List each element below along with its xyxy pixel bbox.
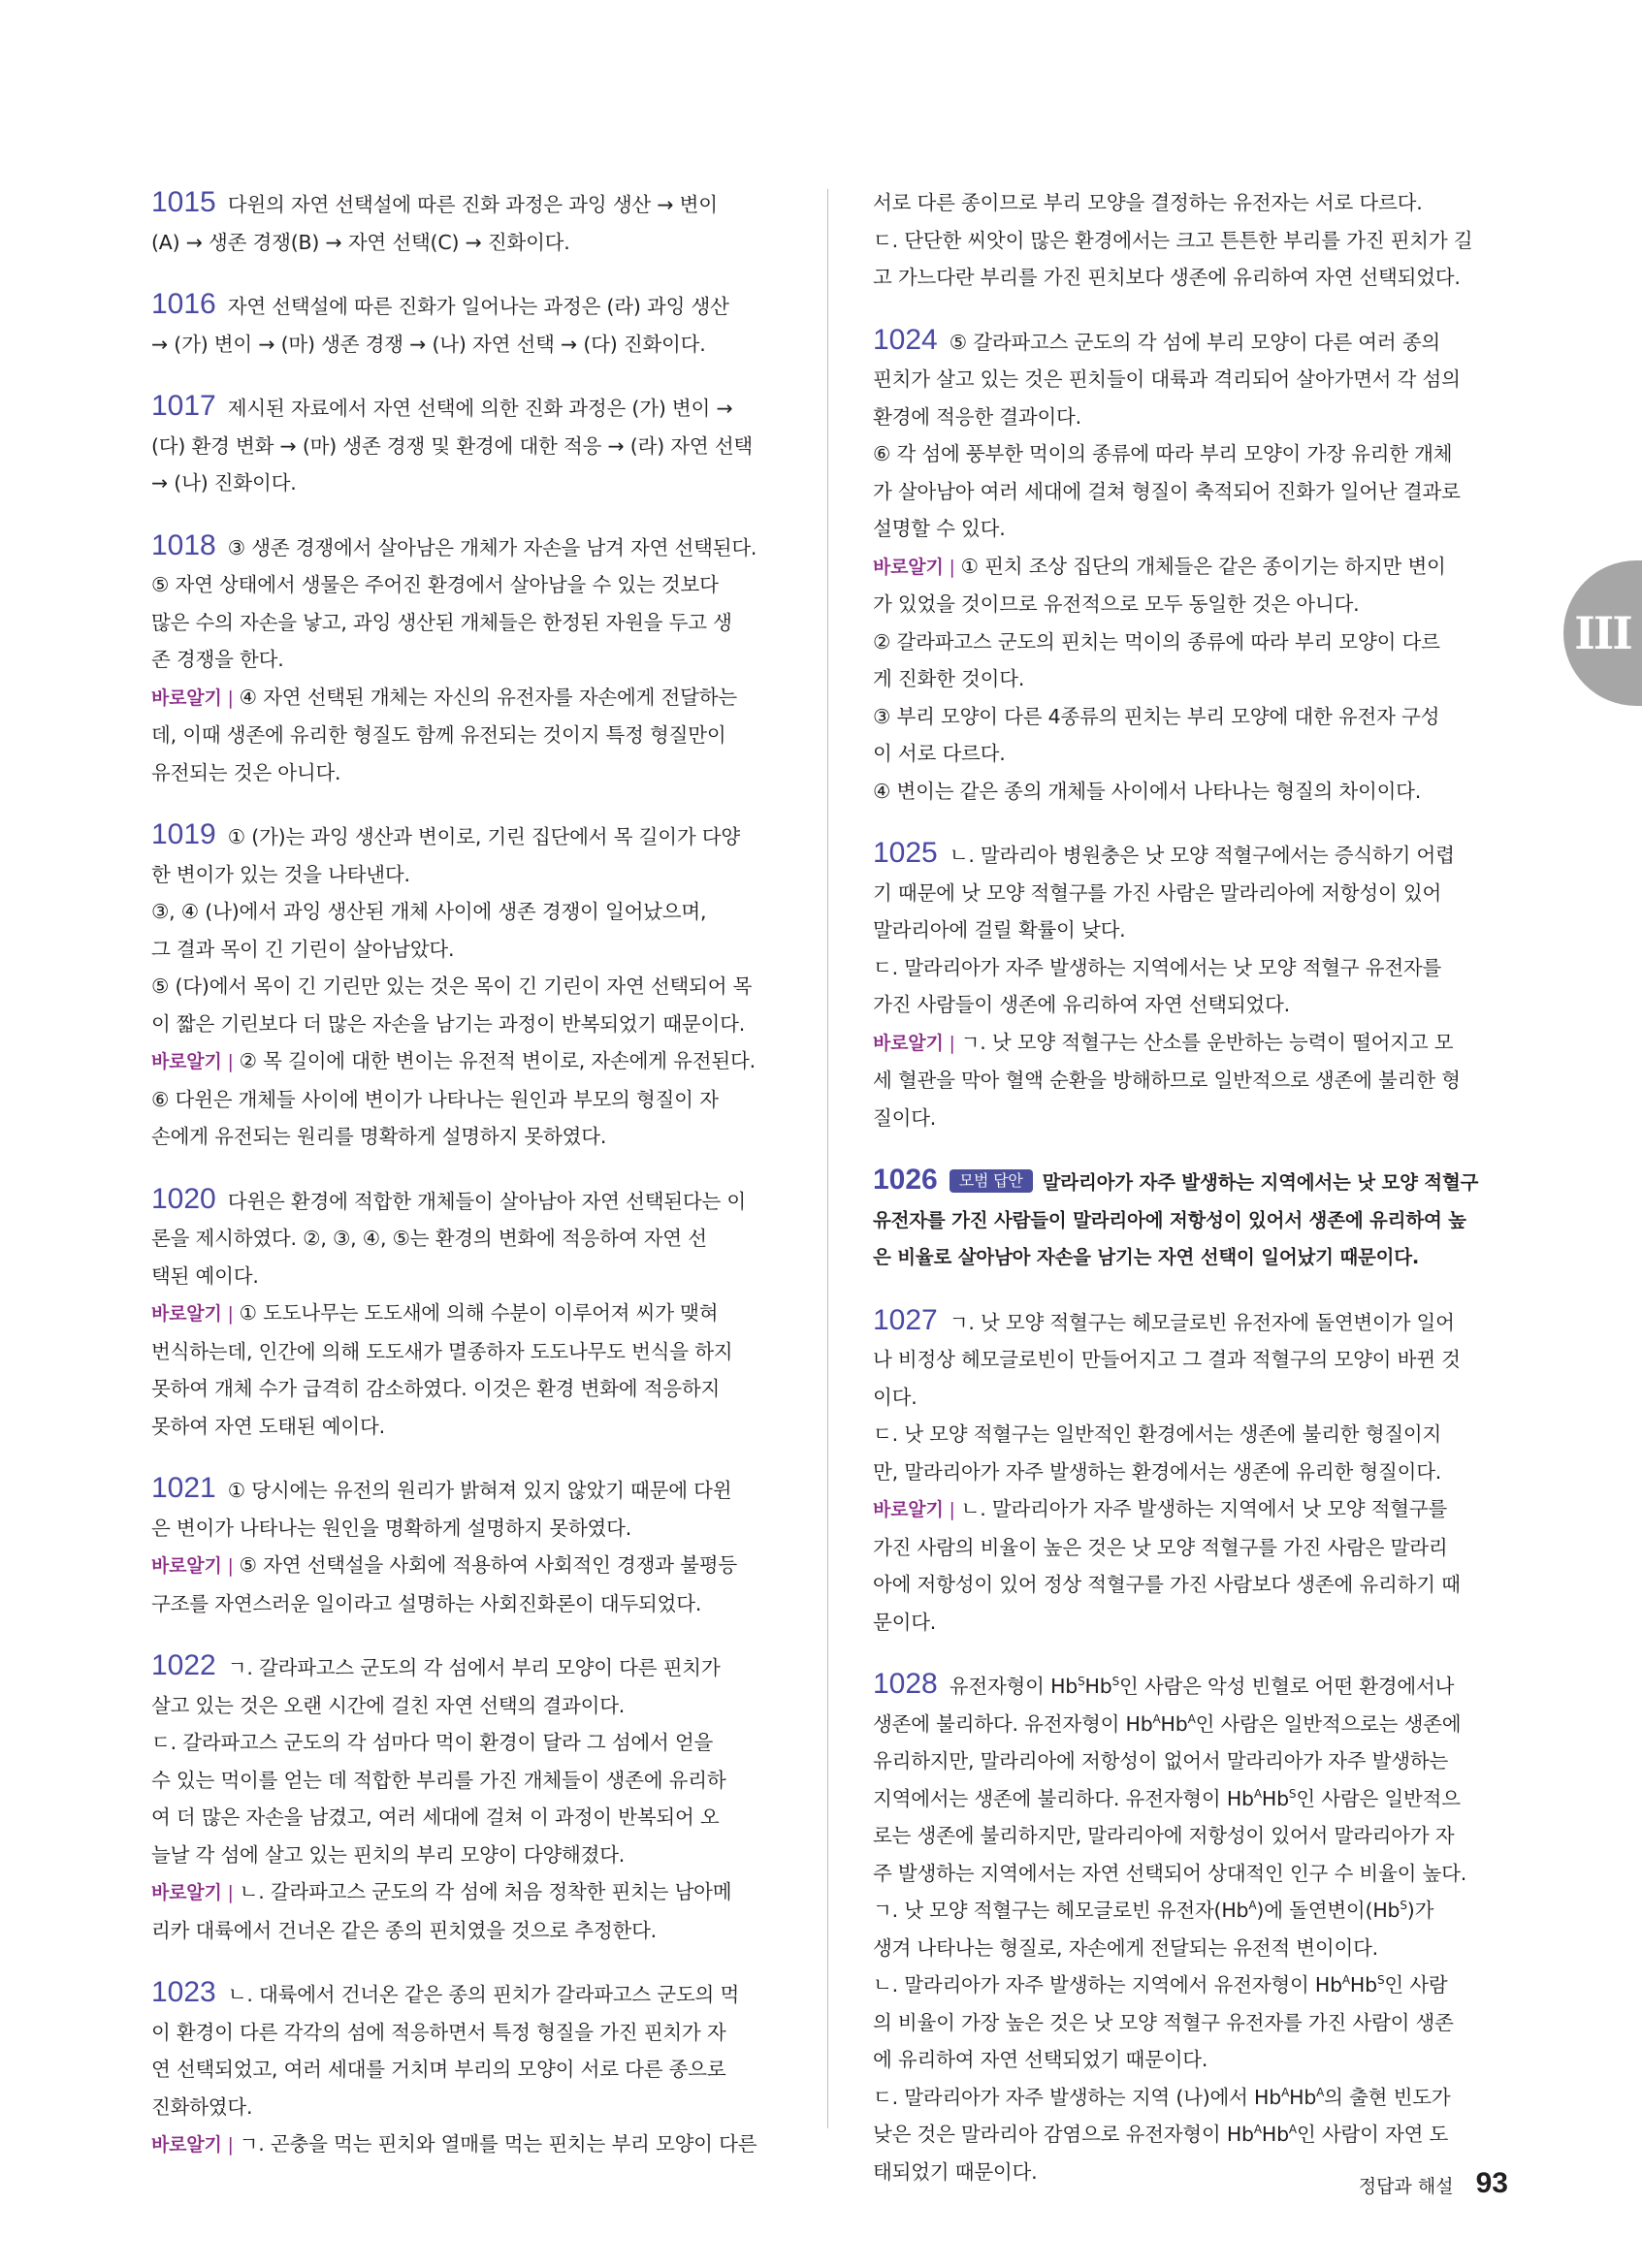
answer-text: 한 변이가 있는 것을 나타낸다. [151,862,410,886]
question-number: 1021 [151,1472,216,1504]
chapter-side-tab [1563,560,1642,706]
answer-line [151,1912,784,1950]
answer-text: 질이다. [873,1105,937,1130]
answer-text: 진화하였다. [151,2094,253,2119]
answer-line [873,1453,1505,1491]
answer-line [873,1930,1505,1967]
answer-text: 지역에서는 생존에 불리하다. 유전자형이 $Hb^AHb^S$인 사람은 일반적으 [873,1786,1461,1810]
answer-text: ③, ④ (나)에서 과잉 생산된 개체 사이에 생존 경쟁이 일어났으며, [151,900,707,923]
answer-text: 주 발생하는 지역에서는 자연 선택되어 상대적인 인구 수 비율이 높다. [873,1861,1467,1885]
answer-line [873,1379,1505,1417]
answer-line [873,473,1505,511]
answer-line [151,1687,784,1725]
answer-text: (다) 환경 변화 → (마) 생존 경쟁 및 환경에 대한 적응 → (라) 자연 선택 [151,433,754,458]
question-number: 1025 [873,837,938,869]
answer-line [151,1042,784,1081]
answer-text: ㄴ. 대륙에서 건너온 같은 종의 핀치가 갈라파고스 군도의 먹 [227,1983,740,2006]
answer-line [873,1706,1505,1743]
answer-line [873,698,1505,736]
answer-line [873,586,1505,623]
answer-text: ④ 변이는 같은 종의 개체들 사이에서 나타나는 형질의 차이이다. [873,779,1422,803]
correction-label: 바로알기 | [873,557,955,578]
answer-text: 말라리아가 자주 발생하는 지역에서는 낫 모양 적혈구 [1042,1171,1479,1194]
answer-line [873,361,1505,399]
answer-text: ③ 부리 모양이 다른 4종류의 핀치는 부리 모양에 대한 유전자 구성 [873,704,1440,728]
answer-line [873,1817,1505,1855]
answer-line [151,1006,784,1043]
answer-line [873,623,1505,661]
answer-text: 제시된 자료에서 자연 선택에 의한 진화 과정은 (가) 변이 → [227,397,733,420]
answer-line [873,184,1505,222]
answer-line [873,1024,1505,1063]
answer-line [151,1333,784,1371]
answer-line [873,1100,1505,1137]
answer-text: 아에 저항성이 있어 정상 적혈구를 가진 사람보다 생존에 유리하기 때 [873,1573,1461,1596]
answer-entry [873,184,1505,297]
answer-line [873,1966,1505,2004]
answer-text: ㄷ. 낫 모양 적혈구는 일반적인 환경에서는 생존에 불리한 형질이지 [873,1422,1442,1446]
answer-text: ⑥ 다윈은 개체들 사이에 변이가 나타나는 원인과 부모의 형질이 자 [151,1087,719,1111]
answer-line [873,1529,1505,1567]
answer-text: ① 핀치 조상 집단의 개체들은 같은 종이기는 하지만 변이 [960,554,1446,578]
answer-line [873,2004,1505,2042]
answer-line [151,1258,784,1295]
answer-text: 나 비정상 헤모글로빈이 만들어지고 그 결과 적혈구의 모양이 바뀐 것 [873,1348,1461,1371]
answer-line [873,435,1505,473]
answer-text: 기 때문에 낫 모양 적혈구를 가진 사람은 말라리아에 저항성이 있어 [873,880,1442,905]
footer-label: 정답과 해설 [1358,2176,1454,2197]
answer-text: 태되었기 때문이다. [873,2159,1038,2184]
answer-text: ㄴ. 갈라파고스 군도의 각 섬에 처음 정착한 핀치는 남아메 [239,1880,732,1903]
answer-text: ② 갈라파고스 군도의 핀치는 먹이의 종류에 따라 부리 모양이 다르 [873,629,1440,654]
answer-text: 게 진화한 것이다. [873,667,1025,690]
answer-text: 이다. [873,1385,918,1409]
answer-line [873,1302,1505,1342]
answer-text: ㄴ. 말라리아 병원충은 낫 모양 적혈구에서는 증식하기 어렵 [949,844,1455,867]
answer-line [873,2116,1505,2154]
answer-text: 늘날 각 섬에 살고 있는 핀치의 부리 모양이 다양해졌다. [151,1842,626,1867]
answer-entry [151,527,784,792]
correction-label: 바로알기 | [151,1051,234,1072]
question-number: 1023 [151,1976,216,2008]
correction-label: 바로알기 | [151,687,234,709]
answer-line [873,1566,1505,1604]
answer-text: 로는 생존에 불리하지만, 말라리아에 저항성이 있어서 말라리아가 자 [873,1824,1455,1847]
answer-text: 생겨 나타나는 형질로, 자손에게 전달되는 유전적 변이이다. [873,1935,1379,1960]
answer-line [151,1510,784,1548]
answer-line [873,1742,1505,1780]
question-number: 1027 [873,1303,938,1336]
answer-line [873,399,1505,436]
answer-line [873,1202,1505,1240]
answer-line [873,510,1505,548]
left-column [151,184,784,2189]
answer-text: ㄱ. 갈라파고스 군도의 각 섬에서 부리 모양이 다른 핀치가 [227,1656,721,1679]
answer-line [873,259,1505,297]
answer-text: 에 유리하여 자연 선택되었기 때문이다. [873,2048,1208,2071]
answer-line [151,184,784,224]
correction-label: 바로알기 | [151,1882,234,1903]
answer-text: ① 도도나무는 도도새에 의해 수분이 이루어져 씨가 맺혀 [239,1301,719,1325]
correction-label: 바로알기 | [873,1033,955,1054]
answer-text: 택된 예이다. [151,1263,259,1288]
answer-text: 유전자형이 $Hb^SHb^S$인 사람은 악성 빈혈로 어떤 환경에서나 [949,1675,1455,1698]
answer-text: (A) → 생존 경쟁(B) → 자연 선택(C) → 진화이다. [151,230,570,254]
answer-text: 은 비율로 살아남아 자손을 남기는 자연 선택이 일어났기 때문이다. [873,1246,1420,1268]
answer-line [873,2079,1505,2117]
answer-entry [151,1470,784,1622]
answer-text: 유리하지만, 말라리아에 저항성이 없어서 말라리아가 자주 발생하는 [873,1749,1449,1773]
answer-text: 다윈의 자연 선택설에 따른 진화 과정은 과잉 생산 → 변이 [227,193,718,216]
answer-line [151,856,784,894]
correction-label: 바로알기 | [151,1555,234,1577]
answer-text: 고 가느다란 부리를 가진 핀치보다 생존에 유리하여 자연 선택되었다. [873,266,1461,289]
answer-text: 데, 이때 생존에 유리한 형질도 함께 유전되는 것이지 특정 형질만이 [151,723,726,747]
answer-text: 살고 있는 것은 오랜 시간에 걸친 자연 선택의 결과이다. [151,1693,626,1717]
right-column [873,184,1505,2216]
answer-line [151,1294,784,1333]
answer-line [151,1470,784,1510]
answer-text: ⑤ 자연 상태에서 생물은 주어진 환경에서 살아남을 수 있는 것보다 [151,573,719,596]
answer-line [151,1081,784,1119]
answer-line [151,326,784,364]
answer-text: 환경에 적응한 결과이다. [873,404,1081,429]
question-number: 1022 [151,1649,216,1681]
answer-line [151,1799,784,1837]
answer-text: ㄷ. 갈라파고스 군도의 각 섬마다 먹이 환경이 달라 그 섬에서 얻을 [151,1731,714,1754]
answer-text: ⑤ (다)에서 목이 긴 기린만 있는 것은 목이 긴 기린이 자연 선택되어 목 [151,974,753,998]
answer-line [873,2041,1505,2079]
answer-line [873,1666,1505,1706]
answer-text: → (나) 진화이다. [151,471,297,495]
answer-line [151,286,784,326]
answer-text: ㄱ. 낫 모양 적혈구는 산소를 운반하는 능력이 떨어지고 모 [960,1030,1454,1054]
answer-line [873,986,1505,1024]
answer-entry [151,1974,784,2164]
answer-line [151,428,784,465]
answer-line [873,660,1505,698]
answer-line [151,1647,784,1687]
page-footer [1359,2167,1508,2200]
answer-line [873,1855,1505,1893]
answer-entry [873,1162,1505,1277]
answer-text: 유전되는 것은 아니다. [151,760,341,784]
answer-line [151,1220,784,1258]
answer-line [873,1416,1505,1453]
answer-line [151,2125,784,2164]
answer-line [873,1239,1505,1277]
answer-text: 못하여 자연 도태된 예이다. [151,1414,385,1438]
answer-line [873,949,1505,987]
answer-line [151,931,784,969]
answer-line [873,548,1505,587]
answer-text: 문이다. [873,1610,937,1634]
answer-text: 자연 선택설에 따른 진화가 일어나는 과정은 (라) 과잉 생산 [227,295,729,318]
answer-entry [873,1302,1505,1642]
answer-text: ② 목 길이에 대한 변이는 유전적 변이로, 자손에게 유전된다. [239,1049,756,1072]
answer-line [151,1724,784,1762]
column-divider [827,189,828,2128]
answer-text: ③ 생존 경쟁에서 살아남은 개체가 자손을 남겨 자연 선택된다. [227,535,757,559]
answer-line [151,224,784,262]
answer-line [151,1181,784,1221]
answer-line [873,735,1505,773]
answer-line [151,1408,784,1446]
answer-text: ㄴ. 말라리아가 자주 발생하는 지역에서 유전자형이 $Hb^AHb^S$인 사람 [873,1973,1448,1996]
answer-entry [151,184,784,261]
answer-line [873,222,1505,260]
answer-text: 생존에 불리하다. 유전자형이 $Hb^AHb^A$인 사람은 일반적으로는 생존에 [873,1711,1462,1736]
page-number: 93 [1475,2167,1508,2199]
answer-line [873,911,1505,949]
answer-text: 말라리아에 걸릴 확률이 낮다. [873,918,1126,942]
answer-line [151,566,784,604]
answer-entry [151,388,784,502]
answer-line [151,2051,784,2089]
question-number: 1026 [873,1164,938,1196]
answer-line [873,1341,1505,1379]
answer-line [151,968,784,1006]
question-number: 1019 [151,818,216,850]
answer-line [151,1837,784,1874]
answer-entry [873,835,1505,1136]
answer-line [151,2089,784,2126]
answer-line [151,754,784,792]
answer-entry [151,816,784,1156]
model-answer-badge: 모범 답안 [950,1169,1033,1193]
answer-text: ㄷ. 말라리아가 자주 발생하는 지역에서는 낫 모양 적혈구 유전자를 [873,955,1442,979]
answer-text: 여 더 많은 자손을 남겼고, 여러 세대에 걸쳐 이 과정이 반복되어 오 [151,1805,720,1829]
answer-line [873,875,1505,912]
answer-text: ① (가)는 과잉 생산과 변이로, 기린 집단에서 목 길이가 다양 [227,825,740,848]
answer-text: 손에게 유전되는 원리를 명확하게 설명하지 못하였다. [151,1125,607,1148]
answer-text: 존 경쟁을 한다. [151,648,284,671]
answer-text: 수 있는 먹이를 얻는 데 적합한 부리를 가진 개체들이 생존에 유리하 [151,1768,726,1792]
answer-text: ㄱ. 낫 모양 적혈구는 헤모글로빈 유전자$(Hb^A)$에 돌연변이$(Hb^S)$가 [873,1899,1434,1922]
answer-line [873,1892,1505,1930]
question-number: 1015 [151,186,216,218]
answer-text: 번식하는데, 인간에 의해 도도새가 멸종하자 도도나무도 번식을 하지 [151,1339,733,1363]
answer-line [873,1490,1505,1529]
answer-text: 만, 말라리아가 자주 발생하는 환경에서는 생존에 유리한 형질이다. [873,1459,1442,1484]
answer-text: 못하여 개체 수가 급격히 감소하였다. 이것은 환경 변화에 적응하지 [151,1377,721,1400]
answer-line [151,1585,784,1623]
answer-text: ④ 자연 선택된 개체는 자신의 유전자를 자손에게 전달하는 [239,685,737,709]
answer-text: 많은 수의 자손을 낳고, 과잉 생산된 개체들은 한정된 자원을 두고 생 [151,610,732,634]
answer-line [151,1873,784,1912]
answer-text: 이 서로 다르다. [873,742,1006,765]
answer-text: ㄱ. 곤충을 먹는 핀치와 열매를 먹는 핀치는 부리 모양이 다른 [239,2132,757,2156]
answer-text: 유전자를 가진 사람들이 말라리아에 저항성이 있어서 생존에 유리하여 높 [873,1208,1466,1231]
answer-text: ⑤ 자연 선택설을 사회에 적용하여 사회적인 경쟁과 불평등 [239,1553,737,1577]
answer-line [151,641,784,679]
answer-line [151,679,784,718]
correction-label: 바로알기 | [873,1499,955,1520]
answer-text: 의 비율이 가장 높은 것은 낫 모양 적혈구 유전자를 가진 사람이 생존 [873,2010,1454,2034]
answer-text: 낮은 것은 말라리아 감염으로 유전자형이 $Hb^AHb^A$인 사람이 자연 도 [873,2123,1449,2146]
answer-text: 가진 사람의 비율이 높은 것은 낫 모양 적혈구를 가진 사람은 말라리 [873,1535,1448,1559]
answer-text: 세 혈관을 막아 혈액 순환을 방해하므로 일반적으로 생존에 불리한 형 [873,1069,1461,1092]
answer-text: 설명할 수 있다. [873,517,1006,540]
answer-text: 론을 제시하였다. ②, ③, ④, ⑤는 환경의 변화에 적응하여 자연 선 [151,1227,707,1250]
answer-text: 가진 사람들이 생존에 유리하여 자연 선택되었다. [873,993,1290,1016]
question-number: 1024 [873,323,938,356]
chapter-numeral: III [1574,607,1631,659]
answer-line [873,1604,1505,1642]
answer-text: 이 짧은 기린보다 더 많은 자손을 남기는 과정이 반복되었기 때문이다. [151,1011,746,1036]
answer-line [151,1974,784,2014]
question-number: 1028 [873,1668,938,1700]
answer-line [151,1118,784,1156]
answer-line [873,835,1505,875]
answer-text: 가 있었을 것이므로 유전적으로 모두 동일한 것은 아니다. [873,592,1360,616]
question-number: 1016 [151,288,216,320]
answer-line [151,1370,784,1408]
answer-text: → (가) 변이 → (마) 생존 경쟁 → (나) 자연 선택 → (다) 진화이다. [151,332,706,356]
answer-entry [151,286,784,363]
answer-line [873,1062,1505,1100]
answer-entry [873,1666,1505,2190]
answer-line [151,1762,784,1800]
answer-line [873,1780,1505,1818]
question-number: 1020 [151,1182,216,1215]
answer-line [151,816,784,856]
answer-text: ⑤ 갈라파고스 군도의 각 섬에 부리 모양이 다른 여러 종의 [949,330,1441,354]
answer-text: 이 환경이 다른 각각의 섬에 적응하면서 특정 형질을 가진 핀치가 자 [151,2020,726,2044]
answer-line [151,604,784,642]
answer-line [151,527,784,567]
answer-line [151,893,784,931]
answer-text: ㄷ. 말라리아가 자주 발생하는 지역 (나)에서 $Hb^AHb^A$의 출현 빈도가 [873,2085,1451,2109]
answer-text: 다윈은 환경에 적합한 개체들이 살아남아 자연 선택된다는 이 [227,1189,747,1213]
question-number: 1017 [151,390,216,422]
answer-text: 서로 다른 종이므로 부리 모양을 결정하는 유전자는 서로 다르다. [873,191,1423,214]
answer-line [873,773,1505,811]
answer-entry [873,322,1505,811]
answer-line [151,1547,784,1585]
answer-line [151,717,784,754]
answer-entry [151,1647,784,1949]
answer-text: ㄱ. 낫 모양 적혈구는 헤모글로빈 유전자에 돌연변이가 일어 [949,1310,1455,1334]
answer-line [873,322,1505,362]
answer-text: 그 결과 목이 긴 기린이 살아남았다. [151,937,455,961]
answer-text: 가 살아남아 여러 세대에 걸쳐 형질이 축적되어 진화가 일어난 결과로 [873,479,1461,503]
correction-label: 바로알기 | [151,1303,234,1325]
answer-text: 핀치가 살고 있는 것은 핀치들이 대륙과 격리되어 살아가면서 각 섬의 [873,367,1461,391]
answer-text: 구조를 자연스러운 일이라고 설명하는 사회진화론이 대두되었다. [151,1591,702,1615]
answer-text: 은 변이가 나타나는 원인을 명확하게 설명하지 못하였다. [151,1516,632,1540]
answer-line [151,388,784,428]
question-number: 1018 [151,528,216,561]
answer-text: ㄷ. 단단한 씨앗이 많은 환경에서는 크고 튼튼한 부리를 가진 핀치가 길 [873,228,1473,252]
answer-text: 리카 대륙에서 건너온 같은 종의 핀치였을 것으로 추정한다. [151,1918,658,1942]
correction-label: 바로알기 | [151,2134,234,2156]
answer-line [151,2014,784,2052]
answer-text: ㄴ. 말라리아가 자주 발생하는 지역에서 낫 모양 적혈구를 [960,1497,1448,1520]
answer-line [151,464,784,502]
answer-text: ⑥ 각 섬에 풍부한 먹이의 종류에 따라 부리 모양이 가장 유리한 개체 [873,442,1453,465]
answer-text: ① 당시에는 유전의 원리가 밝혀져 있지 않았기 때문에 다윈 [227,1479,732,1502]
answer-text: 연 선택되었고, 여러 세대를 거치며 부리의 모양이 서로 다른 종으로 [151,2058,726,2081]
answer-entry [151,1181,784,1446]
answer-line [873,1162,1505,1202]
